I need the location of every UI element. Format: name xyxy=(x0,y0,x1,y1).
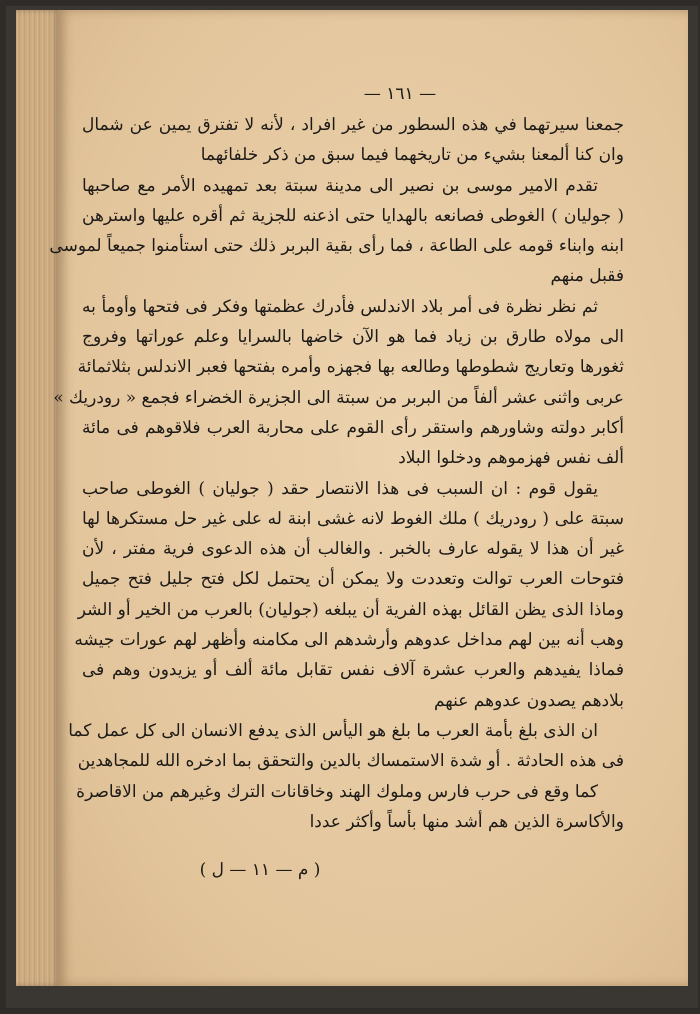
text-line: فقبل منهم xyxy=(550,266,624,287)
page-number: — ١٦١ — xyxy=(363,84,437,104)
text-line: الى مولاه طارق بن زياد فما هو الآن خاضها بالسرايا وعلم عوراتها وفروج xyxy=(82,327,624,348)
text-line: ثم نظر نظرة فى أمر بلاد الاندلس فأدرك عظمتها وفكر فى فتحها وأومأ به xyxy=(82,296,598,317)
text-line: ألف نفس فهزموهم ودخلوا البلاد xyxy=(398,448,624,469)
text-line: جمعنا سيرتهما في هذه السطور من غير افراد ، لأنه لا تفترق يمين عن شمال xyxy=(82,115,624,135)
text-line: يقول قوم : ان السبب فى هذا الانتصار حقد ( جوليان ) الغوطى صاحب xyxy=(82,478,598,499)
text-line: بلادهم يصدون عدوهم عنهم xyxy=(433,690,624,711)
text-line: عربى واثنى عشر ألفاً من البربر من سبتة الى الجزيرة الخضراء فجمع « رودريك » xyxy=(53,387,624,408)
text-line: ثغورها وتعاريج شطوطها وطالعه بها فجهزه وأمره بفتحها فعبر الاندلس بثلاثمائة xyxy=(77,357,624,378)
text-line: ان الذى بلغ بأمة العرب ما بلغ هو اليأس الذى يدفع الانسان الى كل عمل كما xyxy=(68,720,598,741)
text-line: ابنه وابناء قومه على الطاعة ، فما رأى بقية البربر ذلك حتى استأمنوا جميعاً لموسى xyxy=(49,236,624,257)
text-line: وماذا الذى يظن القائل بهذه الفرية أن يبلغه (جوليان) بالعرب من الخير أو الشر xyxy=(77,599,624,620)
text-line: وهب أنه بين لهم مداخل عدوهم وأرشدهم الى مكامنه وأظهر لهم عورات جيشه xyxy=(74,630,624,651)
text-line: فتوحات العرب توالت وتعددت ولا يمكن أن يحتمل لكل فتح جليل فتح جميل xyxy=(82,569,624,590)
signature-mark: ( م — ١١ — ل ) xyxy=(199,860,321,880)
text-line: فماذا يفيدهم والعرب عشرة آلاف نفس تقابل مائة ألف أو يزيدون وهم فى xyxy=(82,660,624,681)
text-line: وان كنا ألمعنا بشيء من تاريخهما فيما سبق من ذكر خلفائهما xyxy=(200,145,624,166)
text-line: فى هذه الحادثة . أو شدة الاستمساك بالدين والتحقق بما ادخره الله للمجاهدين xyxy=(77,751,624,772)
text-line: غير أن هذا لا يقوله عارف بالخبر . والغالب أن هذه الدعوى فرية مفتر ، لأن xyxy=(82,539,624,560)
text-line: والأكاسرة الذين هم أشد منها بأساً وأكثر عددا xyxy=(309,811,624,832)
text-line: كما وقع فى حرب فارس وملوك الهند وخاقانات الترك وغيرهم من الاقاصرة xyxy=(76,781,598,802)
text-line: سبتة على ( رودريك ) ملك الغوط لانه غشى ابنة له على غير حل مستكرها لها xyxy=(82,508,624,529)
text-line: ( جوليان ) الغوطى فصانعه بالهدايا حتى اذعنه للجزية ثم أقره عليها واسترهن xyxy=(82,205,624,226)
page-edges xyxy=(16,10,60,986)
body-text xyxy=(49,110,624,837)
text-line: أكابر دولته وشاورهم واستقر رأى القوم على محاربة العرب فلاقوهم فى مائة xyxy=(82,417,624,438)
text-line: تقدم الامير موسى بن نصير الى مدينة سبتة بعد تمهيده الأمر مع صاحبها xyxy=(82,175,598,196)
